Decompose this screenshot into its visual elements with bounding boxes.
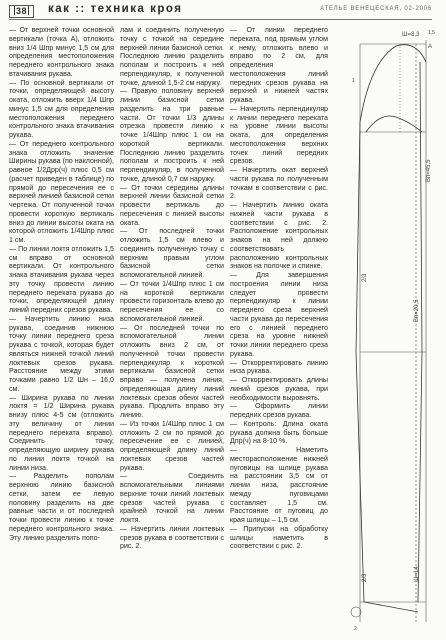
paragraph: — От точки середины длины верхней линии базисной сетки провести вертикаль до пересечения с линией высоты оката. [120, 183, 224, 227]
front-seam-line [418, 62, 422, 602]
label-top-dimension: Ш=8,3 [402, 32, 420, 38]
label-top-small: 1,5 [428, 30, 435, 36]
paragraph: — От верхней точки основной вертикали (точка А), отложить вниз 1/4 Шпр минус 1,5 см для определения местоположения переднего контрольного знака втачивания рукава. [9, 26, 114, 78]
label-mid-left: 2/3 [362, 273, 368, 282]
paragraph: — По линии локтя отложить 1,5 см вправо от основной вертикали. От контрольного знака втачивания рукава через эту точку провести линию переднего переката рукава до точки, определяющей длину линий передних срезов рукава. [9, 244, 114, 314]
paragraph: — Ширина рукава по линии локтя = 1/2 Ширина рукава внизу плюс 4-5 см (отложить эту величину от линии переднего переката вправо). Соединить точку, определяющую ширину рукава по линии локтя точкой на линии низа. [9, 393, 114, 472]
paragraph: — От переднего контрольного знака отложить значение Ширины рукава (по наклонной), равное 1/2Дрр(ч) плюс 0,5 см (расчет приведен в таблице) по прямой до пересечения ее с верхней линией базисной сетки чертежа. От полученной точки провести короткую вертикаль вниз до линии высоты оката на которой отложить 1/4Шпр плюс 1 см. [9, 139, 114, 244]
paragraph: — Начертить окат верхней части рукава по полученным точкам в соответствии с рис. 2. [230, 166, 328, 201]
paragraph: — Начертить перпендикуляр к линии переднего переката на уровне линии высоты оката, для определения местоположения верхних точек линий передних срезов. [230, 104, 328, 166]
paragraph: — От линии переднего переката, под прямым углом к нему, отложить влево и вправо по 2 см, для определения местоположения линий передних срезов рукава на верхней и нижней частях рукава. [230, 26, 328, 104]
sleeve-pattern-diagram [330, 22, 440, 640]
under-sleeve-curve [366, 116, 422, 132]
page-header [0, 0, 446, 22]
page-number-box [9, 5, 34, 18]
label-point-a: А [428, 44, 433, 50]
paragraph: — Начертить линию низа рукава, соединив нижнюю точку линии переднего среза рукава с точкой, которая будет являться нижней точкой линий локтевых срезов рукава. Расстояние между этими точками равно 1/2 Шн – 16,0 см. [9, 314, 114, 393]
paragraph: — Для завершения построения линии низа следует провести перпендикуляр к линии переднего среза верхней части рукава до пересечения его с линией переднего среза на уровне нижней точки линии переднего среза рукава. [230, 271, 328, 358]
paragraph: — Из точки 1/4Шпр плюс 1 см отложить 2 см по прямой до пересечение ее с линией, определяющей длину линий локтевых срезов частей рукава. [120, 419, 224, 472]
paragraph: — Наметить месторасположение нижней пуговицы на шлице рукава на расстоянии 3,5 см от линии низа, расстояние между пуговицами составляет 1,5 см. Расстояние от пуговиц до края шлицы – 1,5 см. [230, 446, 328, 524]
paragraph: — От точки 1/4Шпр плюс 1 см на короткой вертикали провести горизонталь влево до пересечения ее со вспомогательной линией. [120, 279, 224, 323]
magazine-name: АТЕЛЬЕ ВЕНЕЦЕСКАЯ, 02-2006 [320, 6, 432, 12]
paragraph: — Припуски на обработку шлицы наметить в соответствии с рис. 2. [230, 524, 328, 551]
hem-curve [364, 602, 418, 612]
page-number: 38 [16, 6, 28, 16]
paragraph: — Оформить линии передних срезов рукава. [230, 402, 328, 419]
page-number-divider [28, 6, 29, 15]
paragraph: — Правую половину верхней линии базисной сетки разделить на три равные части. От точки 1/3 длины отрезка провести линию к точке 1/4Шпр плюс 1 см на короткой вертикали. Последнюю линию разделить пополам и построить к ней перпендикуляр, в полученной точке, длиной 0,7 см наружу. [120, 87, 224, 183]
section-title: как :: техника кроя [48, 3, 183, 15]
paragraph: — Откорректировать линию низа рукава. [230, 358, 328, 376]
paragraph: — Контроль: Длина оката рукава должна быть больше Дпр(ч) на 8-10 %. [230, 419, 328, 446]
vent-marker-icon [351, 607, 361, 617]
paragraph: — Начертить линию оката нижней части рукава в соответствии с рис. 2. Расположение контрольных знаков на ней должно соответствовать расположению контрольных знаков на полочке и спинке. [230, 201, 328, 271]
text-column-3 [230, 26, 328, 551]
paragraph: — Разделить пополам верхнюю линию базисной сетки, затем ее левую половину разделить на две равные части и от последней точки провести линию к точке переднего контрольного знака. Эту линию разделить попо- [9, 472, 114, 542]
paragraph: — От последней точки по вспомогательной линии отложить вниз 2 см, от полученной точки провести перпендикуляр к короткой вертикали базисной сетки вправо — получена линия, определяющая длину линий локтевых срезов обеих частей рукава. Продлить вправо эту линию. [120, 323, 224, 419]
text-column-2 [120, 26, 224, 551]
label-mid-right: Вп=20,5 [414, 299, 420, 322]
paragraph: — Откорректировать длины линий срезов рукава, при необходимости выровнять. [230, 376, 328, 402]
paragraph: — Соединить вспомогательными линиями верхние точки линий локтевых срезов частей рукава с крайней точкой на линии локтя. [120, 472, 224, 524]
text-column-1 [9, 26, 114, 542]
page-number-divider [14, 6, 15, 15]
label-left-small: 1 [352, 78, 355, 84]
paragraph: — От последней точки отложить 1,5 см влево и соединить полученную точку с верхним правым углом базисной сетки вспомогательной линией. [120, 227, 224, 279]
paragraph: — По основной вертикали от точки, определяющей высоту оката, отложить вверх 1/4 Шпр минус 1,5 см для определения местоположения переднего контрольного знака втачивания рукава. [9, 78, 114, 139]
paragraph: лам и соединить полученную точку с точкой на середине верхней линии базисной сетки. Последнюю линию разделить пополам и построить к ней перпендикуляр, к полученной точке, длиной 1,5-2 см наружу. [120, 26, 224, 87]
header-rule [9, 19, 432, 20]
label-bottom-num: 2 [354, 626, 357, 632]
label-bottom-left: 2/3 [362, 573, 368, 582]
label-bottom-right: Ш=14 [414, 566, 420, 582]
paragraph: — Начертить линии локтевых срезов рукава в соответствии с рис. 2. [120, 524, 224, 551]
label-vertical-main: Вп=45,5 [426, 159, 432, 182]
